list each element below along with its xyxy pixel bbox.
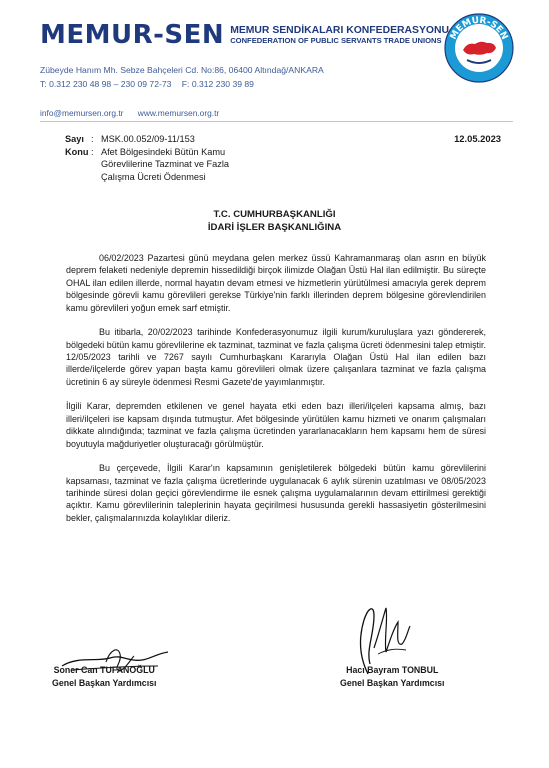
signatory-left-name: Soner Can TUFANOĞLU <box>53 665 155 675</box>
address: Zübeyde Hanım Mh. Sebze Bahçeleri Cd. No:86, 06400 Altındağ/ANKARA <box>40 65 324 75</box>
org-name-tr: MEMUR SENDİKALARI KONFEDERASYONU <box>230 25 449 36</box>
phone-fax <box>40 78 324 92</box>
org-name-en: CONFEDERATION OF PUBLIC SERVANTS TRADE UNIONS <box>230 36 442 45</box>
addressee-line-1: T.C. CUMHURBAŞKANLIĞI <box>213 209 336 220</box>
logo-arc-text: MEMUR-SEN <box>448 15 510 42</box>
body-paragraph-4: Bu çerçevede, İlgili Karar'ın kapsamının genişletilerek bölgedeki bütün kamu görevlilerini kapsaması, tazminat ve fazla çalışma ücretlerinde uygulanacak 6 aylık sürenin uzatılması ve 08/05/2023 tarihinde süresi dolan geçici görevlendirme ile esnek çalışma uygulamalarının devam ettirilmesi gerektiği açıktır. Kamu görevlilerinin taleplerinin hayata geçirilmesi hususunda gerekli hassasiyetin gösterilmesini bekler, çalışmalarınızda kolaylıklar dileriz. <box>66 463 486 523</box>
phone: T: 0.312 230 48 98 – 230 09 72-73 <box>40 78 172 89</box>
body-paragraph-3: İlgili Karar, depremden etkilenen ve genel hayata etki eden bazı illeri/ilçeleri kapsama almış, bazı illeri/ilçeleri ise kapsam dışında tutmuştur. Afet bölgesinde yürütülen kamu hizmeti ve onarım çalışmaları dikkate alındığında; tazminat ve fazla çalışma ücretinden yararlanacakların hem kapsamı hem de süresi boyutuyla mağduriyetler oluşturacağı görülmüştür. <box>66 401 486 449</box>
signatory-right-name: Hacı Bayram TONBUL <box>346 665 439 675</box>
sayi-value: MSK.00.052/09-11/153 <box>101 134 195 144</box>
fax: F: 0.312 230 39 89 <box>181 78 254 89</box>
brand-name: MEMUR-SEN <box>40 20 225 50</box>
addressee-line-2: İDARİ İŞLER BAŞKANLIĞINA <box>207 222 342 233</box>
email-link[interactable]: info@memursen.org.tr <box>40 108 124 118</box>
document-date: 12.05.2023 <box>454 133 501 144</box>
konu-value: Afet Bölgesindeki Bütün Kamu Görevlilerine Tazminat ve Fazla Çalışma Ücreti Ödenmesi <box>101 146 229 182</box>
memursen-logo-icon <box>443 12 515 84</box>
letterhead-contact <box>40 108 219 118</box>
org-name <box>230 25 449 46</box>
website-link[interactable]: www.memursen.org.tr <box>137 108 220 118</box>
body-paragraph-2: Bu itibarla, 20/02/2023 tarihinde Konfederasyonumuz ilgili kurum/kuruluşlara yazı göndererek, bölgedeki bütün kamu görevlilerine ek tazminat, tazminat ve fazla çalışma ücreti ödenmesini talep etmiştir. 12/05/2023 tarihli ve 7267 sayılı Cumhurbaşkanı Kararıyla Olağan Üstü Hal ilan edilen bazı illerde/ilçelerde görev yapan başta kamu görevlileri olmak üzere çalışanlara tazminat ve fazla çalışma ücretinin 6 ay süreyle ödenmesi Resmi Gazete'de yayımlanmıştır. <box>66 327 486 387</box>
subject-row: Konu : Afet Bölgesindeki Bütün Kamu Görevlilerine Tazminat ve Fazla Çalışma Ücreti Ödenmesi <box>65 146 301 184</box>
letterhead-divider <box>40 121 513 122</box>
reference-number-row: Sayı : MSK.00.052/09-11/153 <box>65 133 301 146</box>
konu-label: Konu <box>65 146 89 157</box>
signatory-left-title: Genel Başkan Yardımcısı <box>52 678 157 688</box>
letterhead-brand <box>40 22 449 48</box>
letter-body <box>66 252 486 536</box>
body-paragraph-1: 06/02/2023 Pazartesi günü meydana gelen merkez üssü Kahramanmaraş olan asrın en büyük deprem felaketi nedeniyle depremin hissedildiği birçok ilimizde Olağan Üstü Hal ilan edilmiştir. Bu süreçte OHAL ilan edilen illerde, normal hayatın devam etmesi ve hizmetlerin yürütülmesi amacıyla gerek deprem bölgesinde görevli kamu görevlileri gerekse Türkiye'nin farklı illerinden deprem bölgesine görevlendirilen kamu görevlileri yoğun emek sarf etmiştir. <box>66 253 486 313</box>
signatory-left <box>52 664 156 690</box>
addressee <box>0 208 549 234</box>
document-meta <box>65 133 301 183</box>
sayi-label: Sayı <box>65 134 84 144</box>
signatory-right <box>340 664 444 690</box>
letterhead-address-block <box>40 64 324 91</box>
signatory-right-title: Genel Başkan Yardımcısı <box>340 678 445 688</box>
